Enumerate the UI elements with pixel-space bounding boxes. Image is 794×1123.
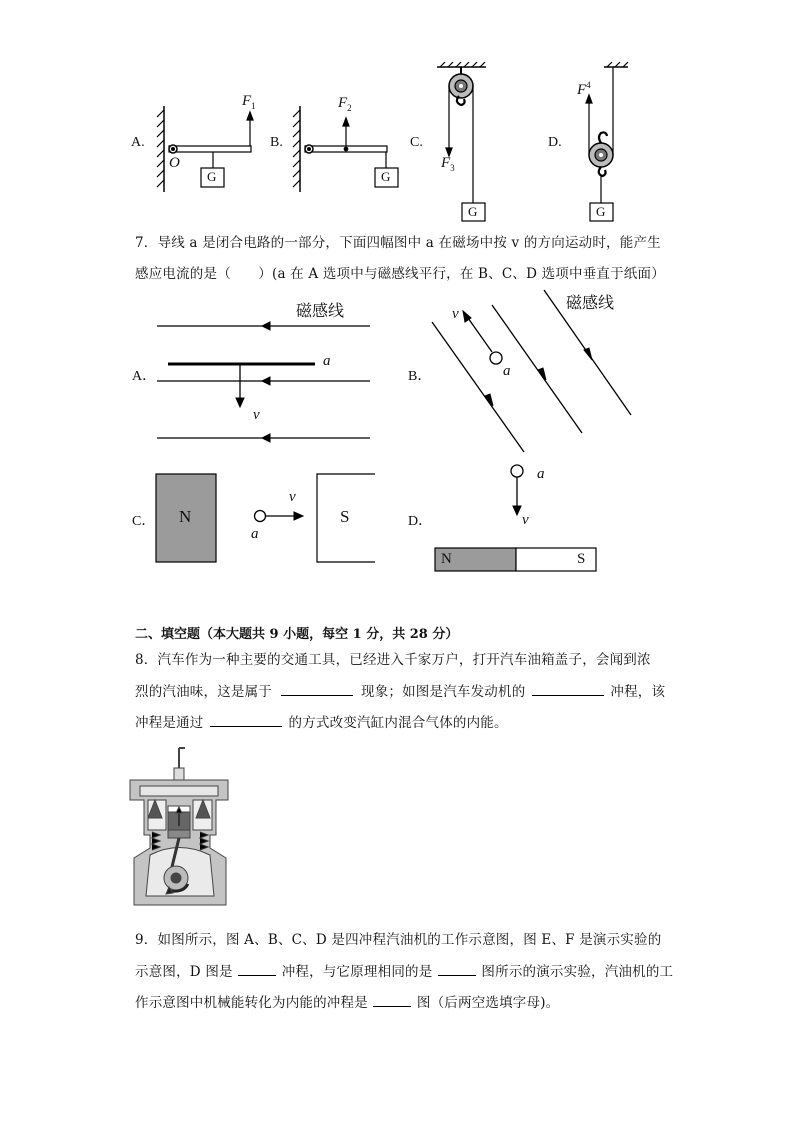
south-pole-d: S <box>577 551 586 567</box>
q7-option-d-label: D． <box>408 514 433 529</box>
weight-label-c: G <box>468 204 478 219</box>
q9-stem-line2 <box>135 961 673 982</box>
q9-blank-2[interactable] <box>438 961 476 976</box>
q7-option-c-label: C． <box>132 514 156 529</box>
q8-text-3b: 的方式改变汽缸内混合气体的内能。 <box>288 715 508 731</box>
q9-text-2c: 图所示的演示实验，汽油机的工 <box>481 964 674 980</box>
q8-text-2c: 冲程，该 <box>610 684 666 700</box>
wire-label-b: a <box>503 363 511 379</box>
weight-label-a: G <box>207 169 217 184</box>
q6-option-a-label: A. <box>131 135 145 150</box>
weight-label-d: G <box>596 204 606 219</box>
q9-stem-line3 <box>135 992 559 1013</box>
q7-stem-line2: 感应电流的是（ ）(a 在 A 选项中与磁感线平行，在 B、C、D 选项中垂直于纸面） <box>135 266 665 282</box>
q8-text-2a: 烈的汽油味，这是属于 <box>135 684 272 700</box>
q6-option-b-label: B. <box>270 135 283 150</box>
north-pole-c: N <box>179 507 192 526</box>
north-pole-d: N <box>441 551 452 567</box>
weight-label-b: G <box>381 169 391 184</box>
velocity-label-c: v <box>289 489 296 505</box>
force-f2-label: $F_2$ <box>338 95 352 113</box>
q6-option-d-label: D. <box>548 135 562 150</box>
q9-stem-line1: 9．如图所示，图 A、B、C、D 是四冲程汽油机的工作示意图，图 E、F 是演示实验的 <box>135 932 662 948</box>
force-f3-label: $F_3$ <box>441 155 455 173</box>
q9-blank-1[interactable] <box>238 961 276 976</box>
force-f1-label: $F_1$ <box>242 93 256 111</box>
q9-text-2b: 冲程，与它原理相同的是 <box>281 964 433 980</box>
velocity-label-a: v <box>253 407 260 423</box>
q8-text-3a: 冲程是通过 <box>135 715 204 731</box>
q8-stem-line1: 8．汽车作为一种主要的交通工具，已经进入千家万户，打开汽车油箱盖子，会闻到浓 <box>135 652 651 668</box>
wire-label-c: a <box>251 526 259 542</box>
q9-text-3a: 作示意图中机械能转化为内能的冲程是 <box>135 995 368 1011</box>
wire-label-d: a <box>537 466 545 482</box>
pivot-label: O <box>169 155 180 171</box>
section-title: 二、填空题（本大题共 9 小题，每空 1 分，共 28 分） <box>135 627 459 642</box>
q9-blank-3[interactable] <box>373 992 411 1007</box>
q9-text-3b: 图（后两空选填字母)。 <box>416 995 560 1011</box>
force-f4-label: $F^4$ <box>577 80 591 98</box>
wire-label-a: a <box>323 353 331 369</box>
field-label-a: 磁感线 <box>296 301 345 320</box>
south-pole-c: S <box>340 507 350 526</box>
q7-option-b-label: B． <box>408 369 432 384</box>
q6-option-c-label: C. <box>410 135 423 150</box>
velocity-label-d: v <box>522 512 529 528</box>
q8-text-2b: 现象；如图是汽车发动机的 <box>361 684 526 700</box>
q7-option-a-label: A． <box>132 369 157 384</box>
q7-stem-line1: 7．导线 a 是闭合电路的一部分，下面四幅图中 a 在磁场中按 v 的方向运动时，能产生 <box>135 235 661 251</box>
field-label-b: 磁感线 <box>566 293 615 312</box>
q9-text-2a: 示意图，D 图是 <box>135 964 233 980</box>
velocity-label-b: v <box>452 306 459 322</box>
